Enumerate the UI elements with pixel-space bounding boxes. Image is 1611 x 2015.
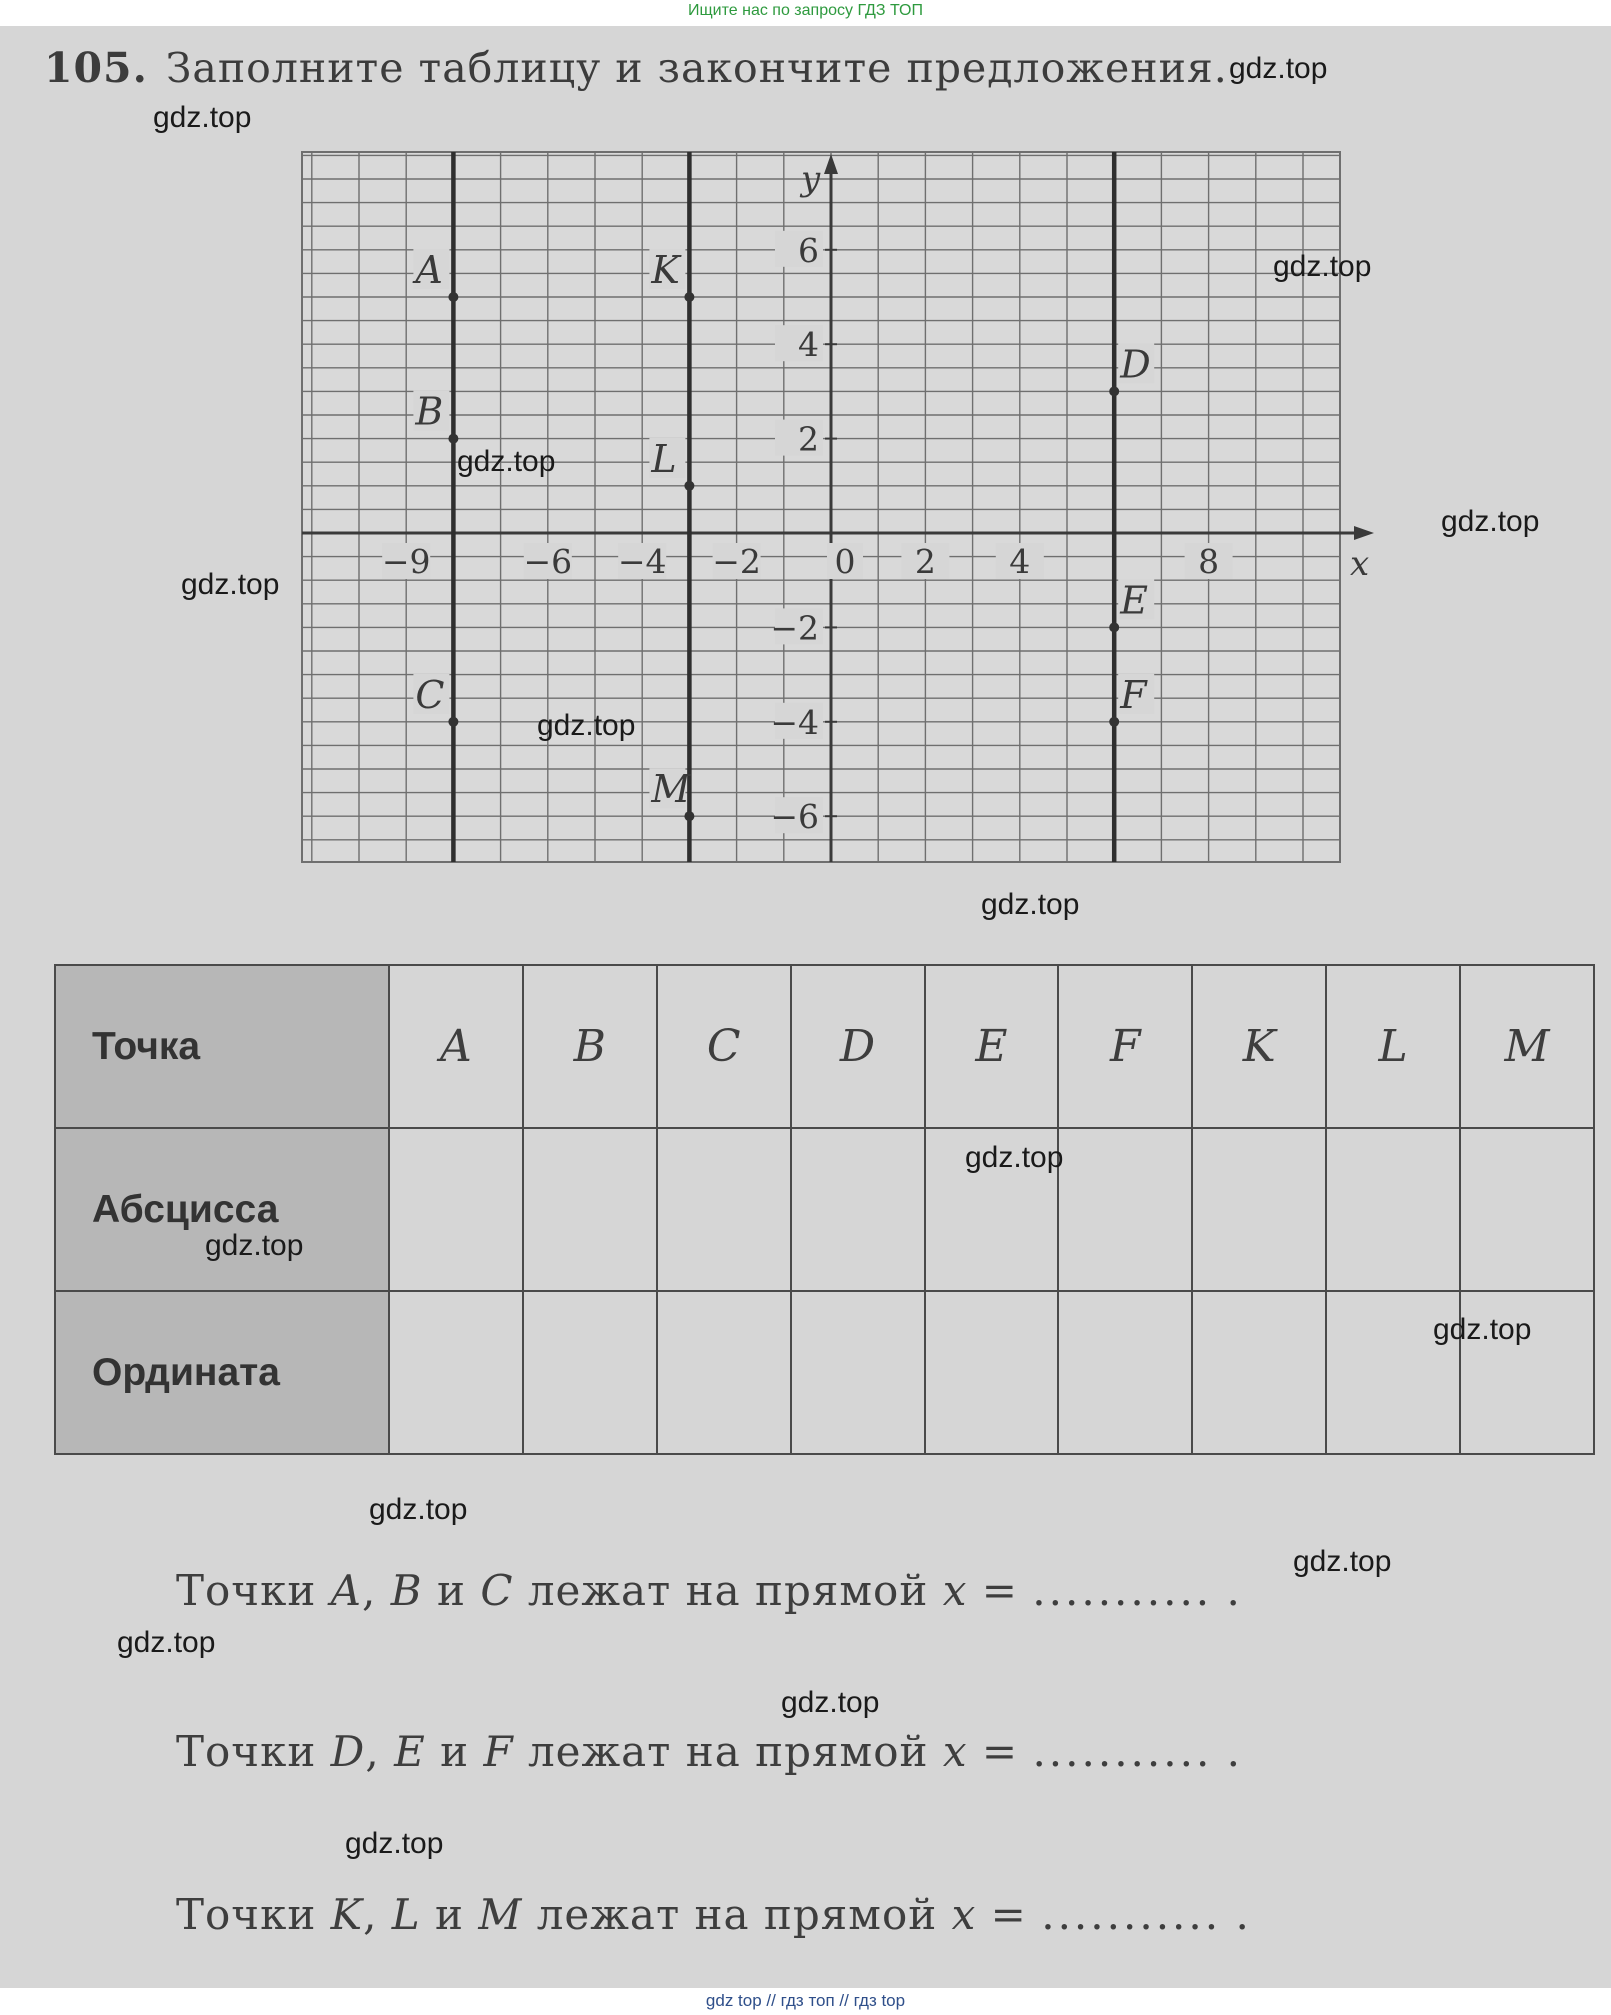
abscissa-cell-m[interactable] — [1460, 1128, 1594, 1291]
x-axis-label: x — [1350, 544, 1370, 584]
point-label-l: L — [651, 436, 677, 481]
sentence-point: E — [394, 1727, 426, 1776]
ordinate-cell-f[interactable] — [1058, 1291, 1192, 1454]
header-cell-l: L — [1326, 965, 1460, 1128]
table-row-abscissa — [55, 1128, 1594, 1291]
x-tick-label: 8 — [1198, 542, 1220, 581]
bottom-banner[interactable]: gdz top // гдз топ // гдз top — [0, 1988, 1611, 2015]
sentence-point: F — [483, 1727, 514, 1776]
watermark: gdz.top — [153, 101, 252, 134]
point-label-f: F — [1120, 672, 1147, 717]
point-label-c: C — [415, 672, 445, 717]
abscissa-cell-c[interactable] — [657, 1128, 791, 1291]
x-tick-label: 0 — [834, 542, 856, 581]
sentence-text: лежат на прямой — [527, 1566, 929, 1615]
ordinate-cell-k[interactable] — [1192, 1291, 1326, 1454]
watermark: gdz.top — [369, 1493, 468, 1526]
header-cell-e: E — [925, 965, 1059, 1128]
answer-blank[interactable]: ........... — [1032, 1566, 1213, 1615]
point-d — [1109, 386, 1119, 396]
watermark: gdz.top — [1229, 52, 1328, 85]
sentence-point: L — [391, 1890, 421, 1939]
exercise-instruction: Заполните таблицу и закончите предложения. — [165, 44, 1228, 92]
sentence-point: B — [390, 1566, 423, 1615]
watermark: gdz.top — [205, 1229, 304, 1262]
row-label-point: Точка — [55, 965, 389, 1128]
sentence-point: K — [330, 1890, 364, 1939]
header-cell-m: M — [1460, 965, 1594, 1128]
sentence-equals: = — [981, 1566, 1018, 1615]
sentence-point: C — [480, 1566, 514, 1615]
x-tick-label: 2 — [914, 542, 936, 581]
coordinate-plane — [0, 0, 1611, 900]
point-c — [448, 717, 458, 727]
point-m — [684, 811, 694, 821]
watermark: gdz.top — [537, 709, 636, 742]
sentence-text: лежат на прямой — [527, 1727, 929, 1776]
watermark: gdz.top — [1273, 250, 1372, 283]
table-row-ordinate — [55, 1291, 1594, 1454]
sentence-end: . — [1226, 1566, 1241, 1615]
header-cell-b: B — [523, 965, 657, 1128]
sentence-variable: x — [942, 1727, 968, 1776]
y-tick-label: −4 — [770, 702, 819, 742]
row-label-abscissa: Абсцисса — [55, 1128, 389, 1291]
header-cell-d: D — [791, 965, 925, 1128]
watermark: gdz.top — [181, 568, 280, 601]
abscissa-cell-k[interactable] — [1192, 1128, 1326, 1291]
point-k — [684, 292, 694, 302]
exercise-number: 105. — [44, 44, 148, 92]
sentence-def: Точки D, E и F лежат на прямой x = ........... . — [176, 1727, 1242, 1776]
x-tick-label: 4 — [1009, 542, 1031, 581]
sentence-equals: = — [981, 1727, 1019, 1776]
answer-blank[interactable]: ........... — [1041, 1890, 1222, 1939]
sentence-conjunction: и — [440, 1727, 470, 1776]
abscissa-cell-d[interactable] — [791, 1128, 925, 1291]
sentence-conjunction: и — [436, 1566, 466, 1615]
sentence-klm: Точки K, L и M лежат на прямой x = ........... . — [176, 1890, 1250, 1939]
top-banner[interactable]: Ищите нас по запросу ГДЗ ТОП — [0, 0, 1611, 26]
point-l — [684, 481, 694, 491]
point-label-b: B — [415, 389, 444, 434]
ordinate-cell-a[interactable] — [389, 1291, 523, 1454]
watermark: gdz.top — [1293, 1545, 1392, 1578]
sentence-point: A — [330, 1566, 363, 1615]
watermark: gdz.top — [781, 1686, 880, 1719]
sentence-abc: Точки A, B и C лежат на прямой x = ........... . — [176, 1566, 1241, 1615]
sentence-end: . — [1235, 1890, 1250, 1939]
x-tick-label: −9 — [381, 542, 431, 581]
ordinate-cell-c[interactable] — [657, 1291, 791, 1454]
point-label-k: K — [651, 248, 680, 292]
y-axis-label: y — [801, 159, 821, 199]
ordinate-cell-b[interactable] — [523, 1291, 657, 1454]
sentence-prefix: Точки — [176, 1890, 317, 1939]
watermark: gdz.top — [981, 888, 1080, 921]
x-tick-label: −6 — [523, 542, 573, 581]
watermark: gdz.top — [1441, 505, 1540, 538]
watermark: gdz.top — [345, 1827, 444, 1860]
point-label-a: A — [415, 248, 443, 292]
watermark: gdz.top — [965, 1141, 1064, 1174]
watermark: gdz.top — [117, 1626, 216, 1659]
header-cell-f: F — [1058, 965, 1192, 1128]
abscissa-cell-f[interactable] — [1058, 1128, 1192, 1291]
abscissa-cell-a[interactable] — [389, 1128, 523, 1291]
abscissa-cell-l[interactable] — [1326, 1128, 1460, 1291]
x-tick-label: −4 — [617, 542, 667, 581]
sentence-variable: x — [951, 1890, 977, 1939]
point-b — [448, 434, 458, 444]
abscissa-cell-b[interactable] — [523, 1128, 657, 1291]
sentence-point: D — [330, 1727, 366, 1776]
sentence-text: лежат на прямой — [536, 1890, 938, 1939]
watermark: gdz.top — [1433, 1313, 1532, 1346]
ordinate-cell-d[interactable] — [791, 1291, 925, 1454]
sentence-end: . — [1226, 1727, 1242, 1776]
header-cell-k: K — [1192, 965, 1326, 1128]
header-cell-a: A — [389, 965, 523, 1128]
coordinate-table — [54, 964, 1595, 1455]
point-e — [1109, 622, 1119, 632]
header-cell-c: C — [657, 965, 791, 1128]
sentence-variable: x — [942, 1566, 968, 1615]
x-tick-label: −2 — [712, 542, 761, 581]
table-row-points — [55, 965, 1594, 1128]
point-label-e: E — [1120, 578, 1148, 623]
sentence-conjunction: и — [435, 1890, 465, 1939]
y-tick-label: −6 — [770, 797, 819, 837]
sentence-prefix: Точки — [176, 1727, 317, 1776]
point-f — [1109, 717, 1119, 727]
sentence-point: M — [478, 1890, 523, 1939]
sentence-prefix: Точки — [176, 1566, 317, 1615]
x-axis-arrow — [1354, 526, 1374, 540]
y-tick-label: 2 — [798, 419, 819, 459]
row-label-ordinate: Ордината — [55, 1291, 389, 1454]
y-tick-label: −2 — [770, 608, 819, 648]
watermark: gdz.top — [457, 445, 556, 478]
sentence-equals: = — [990, 1890, 1027, 1939]
point-label-d: D — [1120, 342, 1151, 387]
ordinate-cell-e[interactable] — [925, 1291, 1059, 1454]
answer-blank[interactable]: ........... — [1032, 1727, 1213, 1776]
y-tick-label: 4 — [798, 325, 819, 365]
point-a — [448, 292, 458, 302]
point-label-m: M — [651, 767, 691, 812]
y-tick-label: 6 — [798, 230, 819, 270]
